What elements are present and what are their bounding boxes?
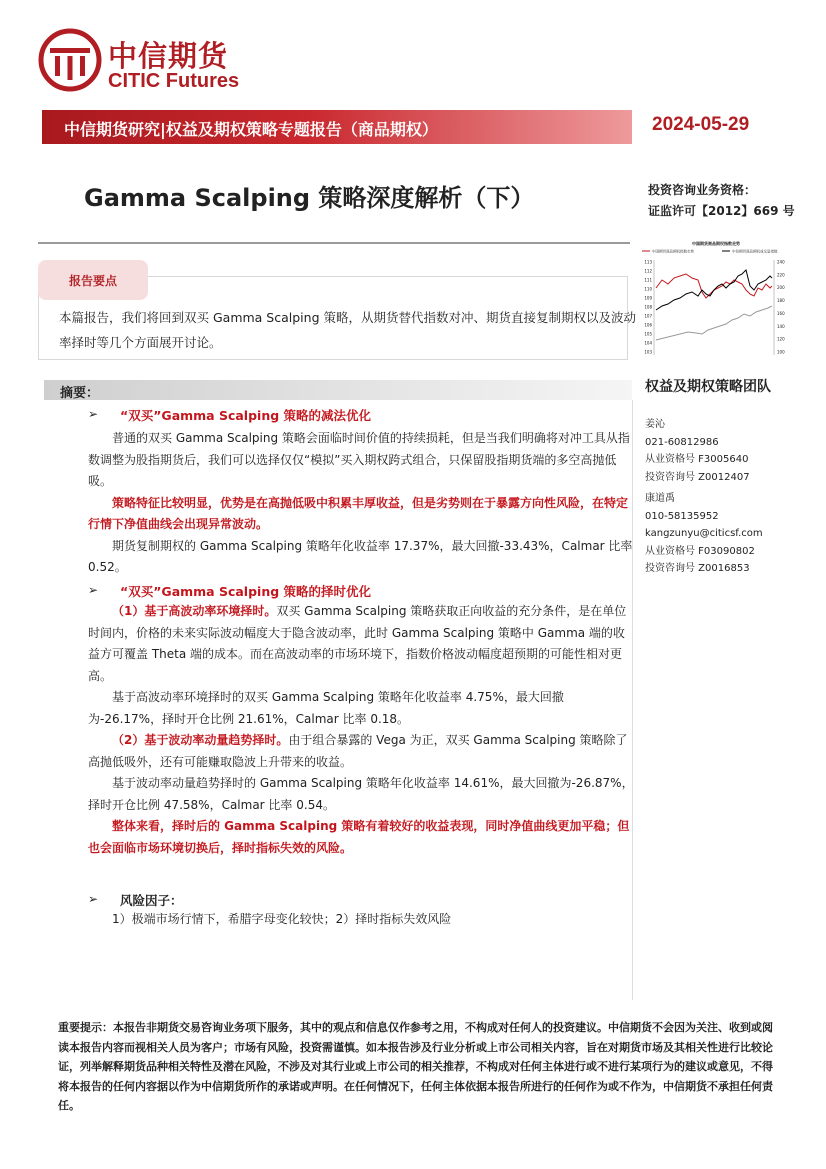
disclaimer: 重要提示：本报告非期货交易咨询业务项下服务，其中的观点和信息仅作参考之用，不构成对任何人的投资建议。中信期货不会因为关注、收到或阅读本报告内容而视相关人员为客户；市场有风险，投资需谨慎。如本报告涉及行业分析或上市公司相关内容，旨在对期货市场及其相关性进行比较论证，列举解释期货品种相关特性及潜在风险，不涉及对其行业或上市公司的相关推荐，不构成对任何主体进行或不进行某项行为的建议或意见，不得将本报告的任何内容据以作为中信期货所作的承诺或声明。在任何情况下，任何主体依据本报告所进行的任何作为或不作为，中信期货不承担任何责任。	[58, 1021, 773, 1112]
banner-text: 中信期货研究|权益及期权策略专题报告（商品期权）	[64, 120, 438, 139]
section1-heading: “双买”Gamma Scalping 策略的减法优化	[120, 408, 372, 423]
right-tick-label: 160	[777, 310, 785, 316]
section2-body	[88, 601, 634, 859]
right-tick-label: 100	[777, 349, 785, 355]
section2-p3-red: （2）基于波动率动量趋势择时。	[112, 733, 289, 747]
qualification-line2: 证监许可【2012】669 号	[648, 204, 795, 218]
index-chart	[636, 240, 788, 358]
index-chart-svg	[636, 240, 788, 358]
right-tick-label: 120	[777, 336, 785, 342]
analyst-1	[645, 416, 750, 486]
section2-p1-red: （1）基于高波动率环境择时。	[112, 604, 277, 618]
series-black-line	[656, 270, 772, 310]
section2-p2: 基于高波动率环境择时的双买 Gamma Scalping 策略年化收益率 4.75%，最大回撤为-26.17%，择时开仓比例 21.61%，Calmar 比率 0.18。	[88, 690, 564, 726]
right-tick-label: 140	[777, 323, 785, 329]
abstract-label: 摘要：	[60, 386, 100, 401]
section2-p4: 基于波动率动量趋势择时的 Gamma Scalping 策略年化收益率 14.61%，最大回撤为-26.87%，择时开仓比例 47.58%，Calmar 比率 0.54。	[88, 776, 634, 812]
qualification-line1: 投资咨询业务资格：	[648, 183, 757, 197]
section1-para1-red: 策略特征比较明显，优势是在高抛低吸中积累丰厚收益，但是劣势则在于暴露方向性风险，在特定行情下净值曲线会出现异常波动。	[88, 495, 629, 531]
right-tick-label: 200	[777, 285, 785, 291]
section2-p3: 由于组合暴露的 Vega 为正，双买 Gamma Scalping 策略除了高抛低吸外，还有可能赚取隐波上升带来的收益。	[88, 733, 628, 769]
bullet-arrow-3: ➢	[88, 892, 99, 906]
report-date: 2024-05-29	[652, 114, 750, 135]
analyst-1-name: 姜沁	[645, 419, 665, 430]
section1-para1: 普通的双买 Gamma Scalping 策略会面临时间价值的持续损耗，但是当我们明确将对冲工具从指数调整为股指期货后，我们可以选择仅仅“模拟”买入期权跨式组合，只保留股指期货端的多空高抛低吸。	[88, 431, 630, 488]
left-tick-label: 112	[644, 268, 652, 274]
analyst-2-license2: 投资咨询号 Z0016853	[645, 563, 750, 574]
key-points-tab-label: 报告要点	[68, 274, 117, 288]
analyst-1-license2: 投资咨询号 Z0012407	[645, 471, 750, 483]
left-tick-labels	[644, 260, 652, 355]
left-tick-label: 113	[644, 259, 652, 265]
analyst-2	[645, 490, 763, 578]
left-tick-label: 106	[644, 322, 652, 328]
logo-chinese-name: 中信期货	[108, 39, 229, 73]
report-banner	[42, 110, 632, 144]
analyst-1-license1: 从业资格号 F3005640	[645, 454, 749, 465]
section2-p1: 双买 Gamma Scalping 策略获取正向收益的充分条件，是在单位时间内，价格的未来实际波动幅度大于隐含波动率，此时 Gamma Scalping 策略中 Gamma 端的收益方可覆盖 Theta 端的成本。而在高波动率的市场环境下，指数价格波动幅度超预期的可能性相对更高。	[88, 604, 627, 683]
section3-heading: 风险因子：	[120, 893, 183, 908]
analyst-2-name: 康道禹	[645, 493, 675, 504]
left-tick-label: 109	[644, 295, 652, 301]
analyst-1-phone: 021-60812986	[645, 436, 719, 448]
analyst-2-phone: 010-58135952	[645, 510, 719, 522]
qualification	[648, 180, 795, 222]
report-title: Gamma Scalping 策略深度解析（下）	[84, 184, 535, 212]
right-tick-labels	[777, 260, 785, 355]
section1-body	[88, 428, 634, 579]
chart-title: 中国期货商品期权指数走势	[692, 241, 740, 246]
bullet-arrow-2: ➢	[88, 583, 99, 597]
left-tick-label: 110	[644, 286, 652, 292]
left-tick-label: 104	[644, 340, 652, 346]
title-divider	[38, 242, 630, 244]
left-tick-label: 108	[644, 304, 652, 310]
section2-heading: “双买”Gamma Scalping 策略的择时优化	[120, 584, 372, 599]
key-points-tab	[38, 260, 148, 300]
left-tick-label: 107	[644, 313, 652, 319]
right-tick-label: 240	[777, 259, 785, 265]
section1-para2: 期货复制期权的 Gamma Scalping 策略年化收益率 17.37%，最大回撤-33.43%，Calmar 比率 0.52。	[88, 538, 633, 574]
section3-text: 1）极端市场行情下，希腊字母变化较快；2）择时指标失效风险	[112, 912, 452, 926]
team-name: 权益及期权策略团队	[645, 379, 771, 395]
series-gray-line	[656, 306, 772, 340]
left-tick-label: 111	[644, 277, 652, 283]
right-tick-label: 220	[777, 272, 785, 278]
analyst-2-license1: 从业资格号 F03090802	[645, 545, 755, 557]
abstract-bar	[44, 380, 632, 400]
key-points-text: 本篇报告，我们将回到双买 Gamma Scalping 策略，从期货替代指数对冲、期货直接复制期权以及波动率择时等几个方面展开讨论。	[59, 310, 636, 350]
left-tick-label: 105	[644, 331, 652, 337]
legend-label-2: 中信期货商品期权成交量指数	[732, 249, 778, 254]
legend-label-1: 中国期货商品期权指数走势	[652, 249, 694, 254]
section2-p5-red: 整体来看，择时后的 Gamma Scalping 策略有着较好的收益表现，同时净值曲线更加平稳；但也会面临市场环境切换后，择时指标失效的风险。	[88, 819, 630, 855]
right-tick-label: 180	[777, 298, 785, 304]
citic-logo-icon	[38, 28, 102, 92]
citic-logo	[38, 28, 268, 94]
analyst-2-email[interactable]: kangzunyu@citicsf.com	[645, 528, 763, 539]
series-red-line	[656, 274, 772, 298]
left-tick-label: 103	[644, 349, 652, 355]
bullet-arrow-1: ➢	[88, 407, 99, 421]
logo-english-name: CITIC Futures	[108, 70, 240, 92]
